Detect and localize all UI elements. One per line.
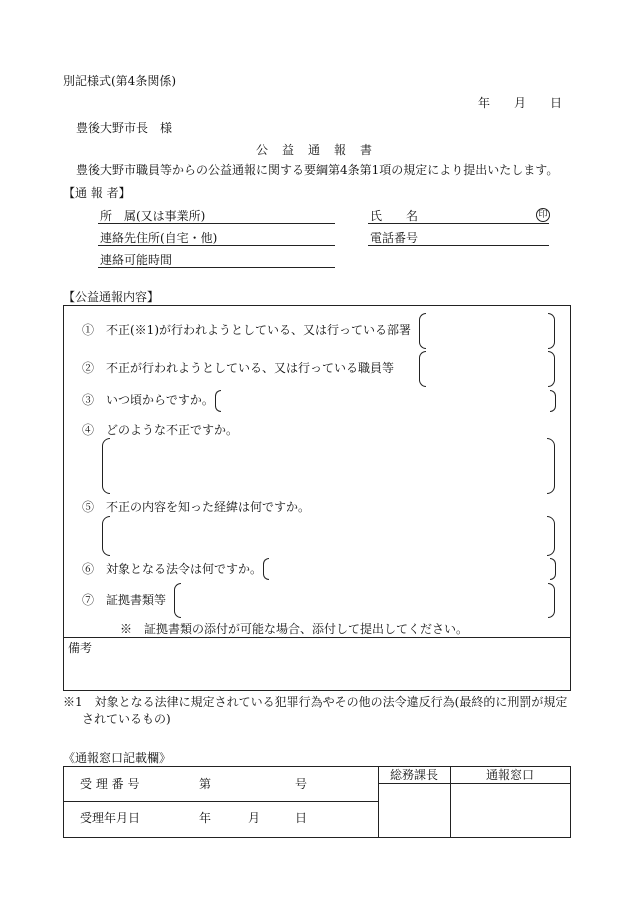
q7-bracket-left [174, 583, 181, 618]
q1-bracket-left [419, 313, 426, 349]
reporter-heading: 【通 報 者】 [63, 186, 131, 200]
q5-bracket-right [547, 516, 555, 556]
contact-address-label: 連絡先住所(自宅・他) [100, 231, 218, 245]
receipt-date-day: 日 [295, 811, 308, 825]
q2-bracket-left [419, 351, 426, 387]
col-manager-header: 総務課長 [390, 768, 439, 782]
window-stamp-cell[interactable] [452, 785, 567, 835]
receipt-date-year: 年 [199, 811, 212, 825]
question-4: ④ どのような不正ですか。 [82, 423, 239, 437]
name-line[interactable] [368, 223, 549, 224]
contact-address-line[interactable] [98, 245, 335, 246]
receipt-number-field[interactable] [215, 772, 289, 794]
remarks-label: 備考 [68, 641, 93, 655]
form-label: 別記様式(第4条関係) [63, 74, 176, 88]
name-label: 氏 名 [370, 209, 419, 223]
office-heading: 《通報窓口記載欄》 [63, 751, 172, 765]
remarks-answer[interactable] [100, 655, 566, 685]
q7-bracket-right [548, 583, 555, 618]
date-month: 月 [514, 96, 527, 110]
q4-bracket-right [547, 438, 555, 494]
addressee: 豊後大野市長 様 [76, 121, 173, 135]
seal-mark: 印 [536, 208, 550, 222]
contact-time-label: 連絡可能時間 [100, 253, 173, 267]
footnote-line-2: されているもの) [82, 712, 171, 726]
q3-bracket-left [215, 390, 221, 412]
q2-bracket-right [548, 351, 555, 387]
contact-time-line[interactable] [98, 267, 335, 268]
affiliation-label: 所 属(又は事業所) [100, 209, 206, 223]
remarks-divider [63, 637, 570, 638]
evidence-note: ※ 証拠書類の添付が可能な場合、添付して提出してください。 [120, 622, 469, 636]
date-year: 年 [478, 96, 491, 110]
q2-answer[interactable] [428, 352, 546, 384]
q5-bracket-left [102, 516, 110, 556]
page-title: 公 益 通 報 書 [256, 143, 374, 157]
intro-text: 豊後大野市職員等からの公益通報に関する要綱第4条第1項の規定により提出いたします。 [76, 163, 559, 177]
manager-stamp-cell[interactable] [380, 785, 448, 835]
receipt-number-label: 受 理 番 号 [80, 777, 140, 791]
question-3: ③ いつ頃からですか。 [82, 393, 214, 407]
receipt-date-month: 月 [248, 811, 261, 825]
q7-answer[interactable] [183, 584, 546, 615]
office-row-divider [63, 801, 379, 802]
affiliation-line[interactable] [98, 223, 335, 224]
q6-answer[interactable] [270, 559, 548, 577]
receipt-date-label: 受理年月日 [80, 811, 141, 825]
col-window-header: 通報窓口 [486, 768, 535, 782]
q4-answer[interactable] [112, 440, 544, 490]
question-1: ① 不正(※1)が行われようとしている、又は行っている部署 [82, 323, 412, 337]
q1-bracket-right [548, 313, 555, 349]
content-heading: 【公益通報内容】 [63, 290, 160, 304]
question-7: ⑦ 証拠書類等 [82, 593, 167, 607]
question-5: ⑤ 不正の内容を知った経緯は何ですか。 [82, 500, 311, 514]
q6-bracket-left [263, 558, 269, 580]
q1-answer[interactable] [428, 314, 546, 346]
q4-bracket-left [102, 438, 110, 494]
receipt-number-suffix: 号 [295, 777, 308, 791]
phone-line[interactable] [368, 245, 549, 246]
office-divider-2 [450, 766, 451, 837]
q6-bracket-right [550, 558, 556, 580]
q5-answer[interactable] [112, 518, 544, 552]
q3-bracket-right [550, 390, 556, 412]
receipt-number-prefix: 第 [199, 777, 212, 791]
office-header-divider [378, 783, 570, 784]
question-6: ⑥ 対象となる法令は何ですか。 [82, 562, 263, 576]
phone-label: 電話番号 [370, 231, 419, 245]
q3-answer[interactable] [222, 391, 548, 409]
question-2: ② 不正が行われようとしている、又は行っている職員等 [82, 361, 395, 375]
footnote-line-1: ※1 対象となる法律に規定されている犯罪行為やその他の法令違反行為(最終的に刑罰が規定 [63, 695, 568, 709]
date-day: 日 [550, 96, 563, 110]
